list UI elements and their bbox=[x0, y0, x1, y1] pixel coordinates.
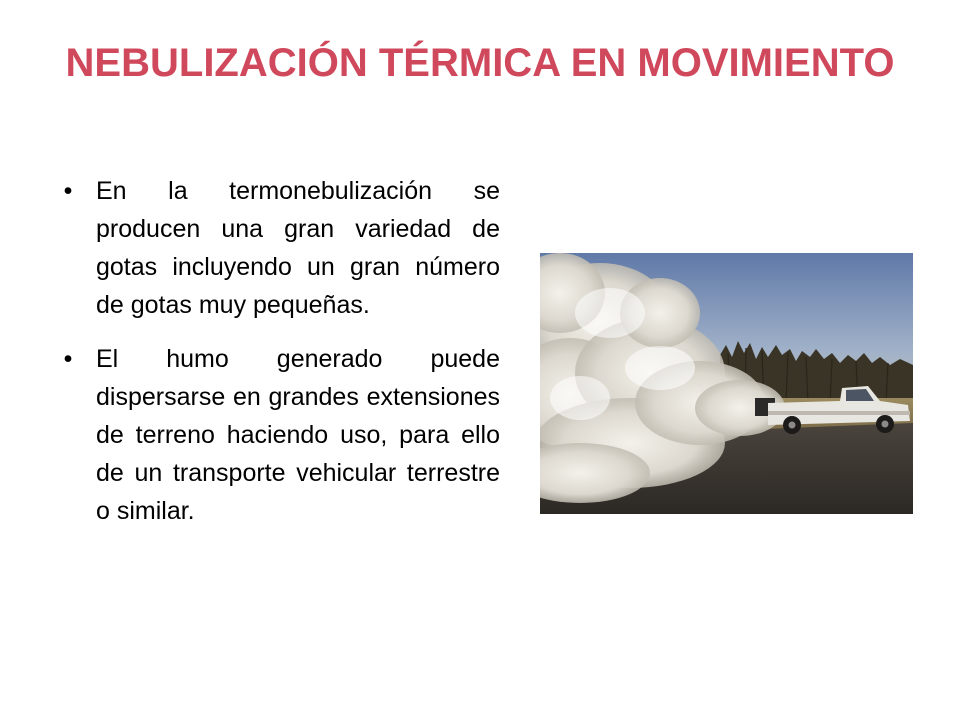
bullet-dot: • bbox=[63, 345, 73, 373]
bullet-item bbox=[58, 340, 500, 530]
bullet-list bbox=[58, 172, 500, 546]
fogging-truck-photo bbox=[540, 253, 913, 514]
bullet-item bbox=[58, 172, 500, 324]
bullet-dot: • bbox=[63, 177, 73, 205]
bullet-text: En la termonebulización se producen una gran variedad de gotas incluyendo un gran número de gotas muy pequeñas. bbox=[96, 177, 500, 319]
bullet-text: El humo generado puede dispersarse en grandes extensiones de terreno haciendo uso, para ello de un transporte vehicular terrestre o similar. bbox=[96, 345, 500, 525]
slide-title: NEBULIZACIÓN TÉRMICA EN MOVIMIENTO bbox=[65, 41, 895, 85]
